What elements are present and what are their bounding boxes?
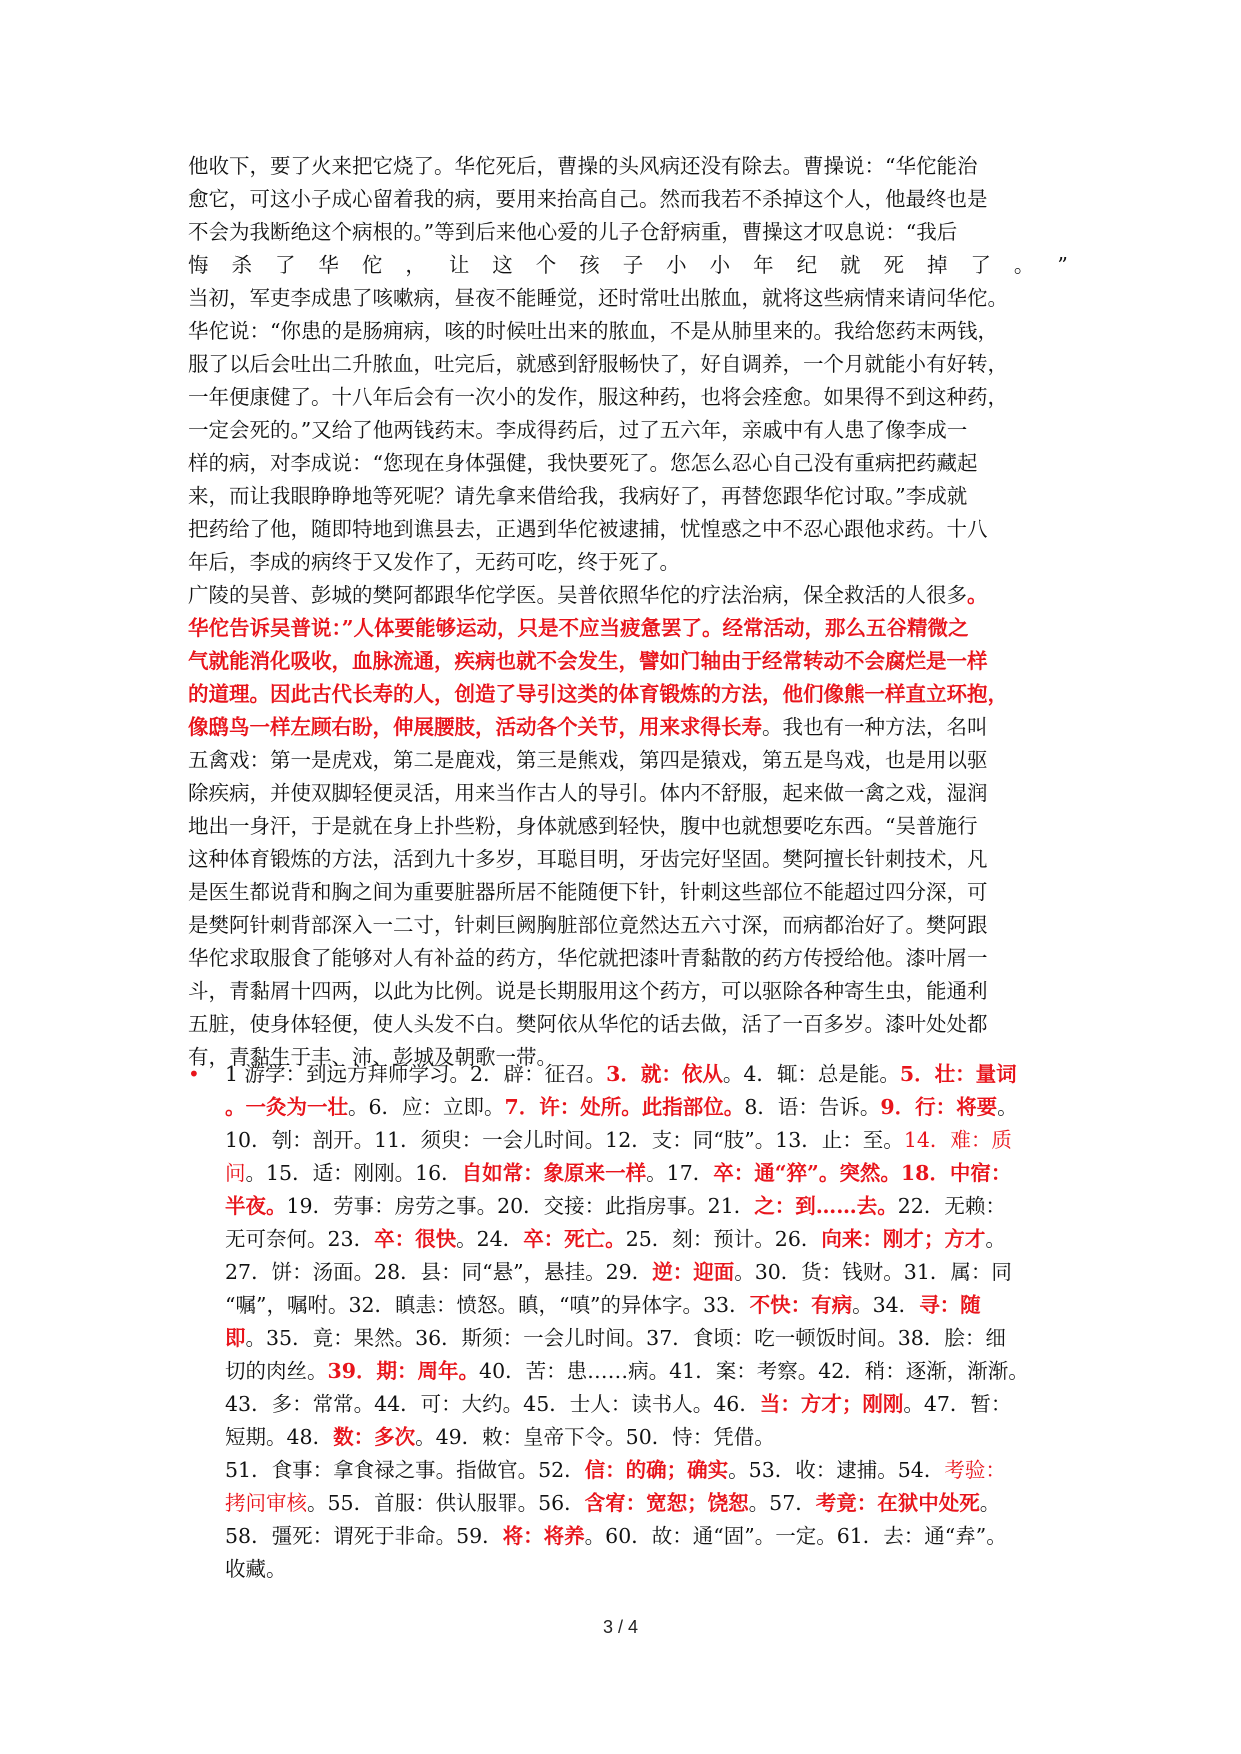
text-line [188, 249, 1068, 282]
text-segment: 华佗求取服食了能够对人有补益的药方，华佗就把漆叶青黏散的药方传授给他。漆叶屑一 [188, 946, 988, 970]
text-segment: 来，而让我眼睁睁地等死呢？请先拿来借给我，我病好了，再替您跟华佗讨取。”李成就 [188, 484, 968, 508]
text-segment: 43．多：常常。44．可：大约。45．士人：读书人。46． [225, 1392, 760, 1416]
text-char: 掉 [926, 253, 948, 277]
text-segment: 收藏。 [225, 1557, 287, 1581]
text-line [188, 942, 1068, 975]
highlighted-text: 卒：通“猝”。突然。18．中宿： [713, 1161, 1012, 1185]
highlighted-text: 14．难：质 [903, 1128, 1012, 1152]
text-segment: 华佗说：“你患的是肠痈病，咳的时候吐出来的脓血，不是从肺里来的。我给您药末两钱， [188, 319, 998, 343]
text-char: 孩 [579, 253, 600, 277]
text-line [188, 381, 1068, 414]
highlighted-text: 华佗告诉吴普说：”人体要能够运动，只是不应当疲惫罢了。经常活动，那么五谷精微之 [188, 616, 969, 640]
text-line [188, 447, 1068, 480]
highlighted-text: 3．就：依从 [606, 1062, 723, 1086]
text-segment: 22．无赖： [897, 1194, 1006, 1218]
text-line [188, 414, 1068, 447]
text-segment: 。49．敕：皇帝下令。50．恃：凭借。 [415, 1425, 775, 1449]
text-line [188, 150, 1068, 183]
highlighted-text: 之：到……去。 [754, 1194, 898, 1218]
text-line [188, 1388, 1088, 1421]
text-line [188, 1355, 1088, 1388]
text-segment: 。6．应：立即。 [348, 1095, 505, 1119]
highlighted-text: 含宥：宽恕；饶恕 [584, 1491, 749, 1515]
text-line [188, 1421, 1088, 1454]
highlighted-text: 39．期：周年。 [327, 1359, 480, 1383]
text-char: 佗 [361, 253, 383, 277]
text-line [188, 513, 1068, 546]
page-number: 3 / 4 [602, 1617, 639, 1637]
text-segment: 。55．首服：供认服罪。56． [307, 1491, 585, 1515]
text-segment: 。60．故：通“固”。一定。61．去：通“弆”。 [584, 1524, 1007, 1548]
text-segment: 五脏，使身体轻便，使人头发不白。樊阿依从华佗的话去做，活了一百多岁。漆叶处处都 [188, 1012, 988, 1036]
text-segment: 25．刻：预计。26． [625, 1227, 822, 1251]
highlighted-text: 半夜。 [225, 1194, 287, 1218]
text-segment: 27．饼：汤面。28．县：同“悬”，悬挂。29． [225, 1260, 653, 1284]
text-segment: 51．食事：拿食禄之事。指做官。52． [225, 1458, 585, 1482]
text-char: 小 [666, 253, 687, 277]
text-char: 个 [535, 253, 557, 277]
highlighted-text: 。 [967, 583, 988, 607]
text-segment: 当初，军吏李成患了咳嗽病，昼夜不能睡觉，还时常吐出脓血，就将这些病情来请问华佗。 [188, 286, 1008, 310]
text-line [188, 975, 1068, 1008]
text-char: 华 [318, 253, 339, 277]
text-line [188, 876, 1068, 909]
text-line [188, 1553, 1088, 1586]
text-segment: 把药给了他，随即特地到谯县去，正遇到华佗被逮捕，忧惶惑之中不忍心跟他求药。十八 [188, 517, 988, 541]
text-segment: 。15．适：刚刚。16． [245, 1161, 462, 1185]
annotation-list [188, 1058, 1088, 1586]
text-segment: 40．苦：患……病。41．案：考察。42．稍：逐渐，渐渐。 [479, 1359, 1029, 1383]
text-line [188, 645, 1068, 678]
highlighted-text: 寻：随 [919, 1293, 981, 1317]
text-line [188, 1487, 1088, 1520]
highlighted-text: 考验： [944, 1458, 1006, 1482]
text-char: 了 [274, 253, 296, 277]
text-segment: 这种体育锻炼的方法，活到九十多岁，耳聪目明，牙齿完好坚固。樊阿擅长针刺技术，凡 [188, 847, 988, 871]
text-segment: 。 [997, 1095, 1018, 1119]
text-segment: 愈它，可这小子成心留着我的病，要用来抬高自己。然而我若不杀掉这个人，他最终也是 [188, 187, 988, 211]
text-segment: 短期。48． [225, 1425, 334, 1449]
text-segment: 。24． [456, 1227, 524, 1251]
highlighted-text: 问 [225, 1161, 246, 1185]
text-line [188, 810, 1068, 843]
text-line [188, 216, 1068, 249]
text-segment: 1 游学：到远方拜师学习。2．辟：征召。 [225, 1062, 607, 1086]
text-line [188, 1008, 1068, 1041]
text-line [188, 711, 1068, 744]
text-char: 死 [883, 253, 904, 277]
highlighted-text: 向来：刚才；方才 [821, 1227, 986, 1251]
bullet-marker: • [188, 1062, 200, 1086]
text-segment: 。35．竟：果然。36．斯须：一会儿时间。37．食顷：吃一顿饭时间。38．脍：细 [245, 1326, 1006, 1350]
text-line [188, 1454, 1088, 1487]
text-segment: 五禽戏：第一是虎戏，第二是鹿戏，第三是熊戏，第四是猿戏，第五是鸟戏，也是用以驱 [188, 748, 988, 772]
text-segment: 58．彊死：谓死于非命。59． [225, 1524, 503, 1548]
text-char: 就 [840, 253, 861, 277]
text-segment: 是医生都说背和胸之间为重要脏器所居不能随便下针，针刺这些部位不能超过四分深，可 [188, 880, 988, 904]
text-line [188, 1289, 1088, 1322]
document-body [188, 150, 1068, 1074]
highlighted-text: 数：多次 [333, 1425, 416, 1449]
text-char: 小 [709, 253, 731, 277]
text-segment: 年后，李成的病终于又发作了，无药可吃，终于死了。 [188, 550, 680, 574]
text-line [188, 1223, 1088, 1256]
text-segment: 一定会死的。”又给了他两钱药末。李成得药后，过了五六年，亲戚中有人患了像李成一 [188, 418, 968, 442]
highlighted-text: 。一灸为一壮 [225, 1095, 348, 1119]
text-char: ， [405, 253, 426, 277]
highlighted-text: 9．行：将要 [880, 1095, 998, 1119]
text-line [188, 315, 1068, 348]
text-segment: 。53．收：逮捕。54． [728, 1458, 945, 1482]
text-segment: 服了以后会吐出二升脓血，吐完后，就感到舒服畅快了，好自调养，一个月就能小有好转， [188, 352, 1008, 376]
text-char: 杀 [231, 253, 252, 277]
text-char: 这 [492, 253, 513, 277]
text-segment: 。我也有一种方法，名叫 [762, 715, 988, 739]
text-line [188, 282, 1068, 315]
highlighted-text: 信：的确；确实 [584, 1458, 729, 1482]
text-line [188, 1058, 1088, 1091]
text-segment: 地出一身汗，于是就在身上扑些粉，身体就感到轻快，腹中也就想要吃东西。“吴普施行 [188, 814, 978, 838]
text-line [188, 744, 1068, 777]
highlighted-text: 不快：有病 [749, 1293, 853, 1317]
text-line [188, 183, 1068, 216]
highlighted-text: 7．许：处所。此指部位。 [504, 1095, 745, 1119]
highlighted-text: 卒：死亡。 [523, 1227, 626, 1251]
text-line [188, 909, 1068, 942]
text-segment: 10．刳：剖开。11．须臾：一会儿时间。12．支：同“肢”。13．止：至。 [225, 1128, 904, 1152]
text-segment: 19．劳事：房劳之事。20．交接：此指房事。21． [286, 1194, 755, 1218]
highlighted-text: 拷问审核 [225, 1491, 307, 1515]
highlighted-text: 气就能消化吸收，血脉流通，疾病也就不会发生，譬如门轴由于经常转动不会腐烂是一样 [188, 649, 988, 673]
text-line [188, 777, 1068, 810]
text-line [188, 1520, 1088, 1553]
highlighted-text: 当：方才；刚刚 [759, 1392, 904, 1416]
text-segment: 广陵的吴普、彭城的樊阿都跟华佗学医。吴普依照华佗的疗法治病，保全救活的人很多 [188, 583, 967, 607]
text-char: 让 [448, 253, 470, 277]
text-segment: 一年便康健了。十八年后会有一次小的发作，服这种药，也将会痊愈。如果得不到这种药， [188, 385, 1008, 409]
highlighted-text: 像鸱鸟一样左顾右盼，伸展腰肢，活动各个关节，用来求得长寿 [188, 715, 762, 739]
highlighted-text: 考竟：在狱中处死 [815, 1491, 980, 1515]
text-segment: 不会为我断绝这个病根的。”等到后来他心爱的儿子仓舒病重，曹操这才叹息说：“我后 [188, 220, 958, 244]
text-line [188, 348, 1068, 381]
highlighted-text: 5．壮：量词 [899, 1062, 1017, 1086]
highlighted-text: 自如常：象原来一样 [461, 1161, 647, 1185]
text-segment: 切的肉丝。 [225, 1359, 328, 1383]
text-segment: 。47．暂： [903, 1392, 1012, 1416]
text-char: 纪 [796, 253, 818, 277]
text-segment: 。17． [646, 1161, 714, 1185]
text-segment: 无可奈何。23． [225, 1227, 375, 1251]
text-segment: 。30．货：钱财。31．属：同 [734, 1260, 1012, 1284]
text-line [188, 1190, 1088, 1223]
text-char: 了 [970, 253, 991, 277]
text-segment: “嘱”，嘱咐。32．瞋恚：愤怒。瞋，“嗔”的异体字。33． [225, 1293, 750, 1317]
text-segment: 。 [985, 1227, 1006, 1251]
text-segment: 除疾病，并使双脚轻便灵活，用来当作古人的导引。体内不舒服，起来做一禽之戏，湿润 [188, 781, 988, 805]
text-line [188, 546, 1068, 579]
text-segment: 。34． [852, 1293, 920, 1317]
text-char: 悔 [188, 253, 209, 277]
text-char: 年 [753, 253, 774, 277]
text-line [188, 612, 1068, 645]
text-char: 。 [1013, 253, 1035, 277]
text-line [188, 678, 1068, 711]
highlighted-text: 即 [225, 1326, 246, 1350]
text-segment: 。 [979, 1491, 1001, 1515]
text-char: 子 [622, 253, 644, 277]
highlighted-text: 卒：很快 [374, 1227, 457, 1251]
text-segment: 有，青黏生于丰、沛、彭城及朝歌一带。 [188, 1045, 557, 1069]
text-segment: 是樊阿针刺背部深入一二寸，针刺巨阙胸脏部位竟然达五六寸深，而病都治好了。樊阿跟 [188, 913, 988, 937]
text-segment: 。57． [748, 1491, 816, 1515]
text-segment: 8．语：告诉。 [744, 1095, 881, 1119]
text-char: ” [1057, 253, 1068, 277]
text-line [188, 480, 1068, 513]
text-segment: 样的病，对李成说：“您现在身体强健，我快要死了。您怎么忍心自己没有重病把药藏起 [188, 451, 978, 475]
text-line [188, 1322, 1088, 1355]
text-line [188, 1157, 1088, 1190]
highlighted-text: 的道理。因此古代长寿的人，创造了导引这类的体育锻炼的方法，他们像熊一样直立环抱， [188, 682, 1008, 706]
text-line [188, 843, 1068, 876]
text-segment: 。4．辄：总是能。 [722, 1062, 900, 1086]
text-line [188, 1091, 1088, 1124]
annotation-lines [188, 1058, 1088, 1586]
text-segment: 他收下，要了火来把它烧了。华佗死后，曹操的头风病还没有除去。曹操说：“华佗能治 [188, 154, 978, 178]
text-segment: 斗，青黏屑十四两，以此为比例。说是长期服用这个药方，可以驱除各种寄生虫，能通利 [188, 979, 988, 1003]
text-line [188, 1124, 1088, 1157]
text-line [188, 579, 1068, 612]
text-line [188, 1256, 1088, 1289]
highlighted-text: 逆：迎面 [652, 1260, 735, 1284]
highlighted-text: 将：将养 [502, 1524, 585, 1548]
